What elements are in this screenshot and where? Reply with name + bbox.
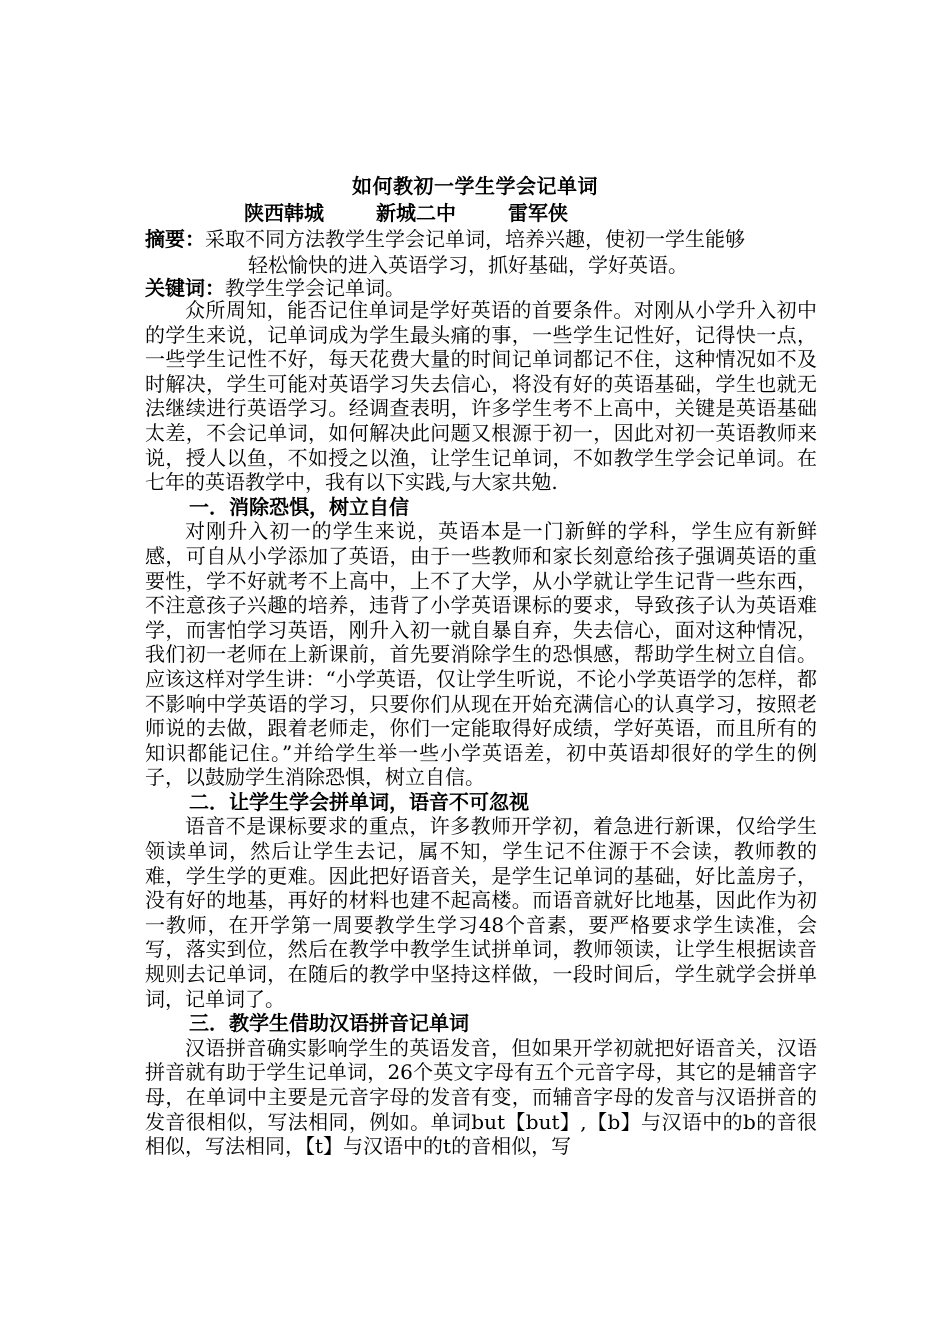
section-1-heading: 一．消除恐惧，树立自信 bbox=[189, 494, 409, 519]
abstract bbox=[145, 226, 815, 278]
section-2-heading: 二．让学生学会拼单词，语音不可忽视 bbox=[189, 789, 529, 814]
section-3-heading: 三．教学生借助汉语拼音记单词 bbox=[189, 1011, 469, 1036]
article-body bbox=[145, 298, 817, 1159]
abstract-label: 摘要： bbox=[145, 227, 205, 251]
abstract-line-2: 轻松愉快的进入英语学习，抓好基础，学好英语。 bbox=[248, 253, 688, 277]
author-name: 雷军侠 bbox=[508, 201, 568, 225]
author-byline bbox=[244, 200, 568, 226]
intro-paragraph: 众所周知，能否记住单词是学好英语的首要条件。对刚从小学升入初中的学生来说，记单词成为学生最头痛的事，一些学生记性好，记得快一点，一些学生记性不好，每天花费大量的时间记单词都记不住，这种情况如不及时解决，学生可能对英语学习失去信心，将没有好的英语基础，学生也就无法继续进行英语学习。经调查表明，许多学生考不上高中，关键是英语基础太差，不会记单词，如何解决此问题又根源于初一，因此对初一英语教师来说，授人以鱼，不如授之以渔，让学生记单词，不如教学生学会记单词。在七年的英语教学中，我有以下实践,与大家共勉. bbox=[145, 298, 817, 495]
keywords-text: 教学生学会记单词。 bbox=[225, 276, 405, 300]
author-school: 新城二中 bbox=[376, 201, 456, 225]
keywords-label: 关键词： bbox=[145, 276, 225, 300]
abstract-line-1: 采取不同方法教学生学会记单词，培养兴趣，使初一学生能够 bbox=[205, 227, 745, 251]
page-title: 如何教初一学生学会记单词 bbox=[352, 174, 598, 198]
author-region: 陕西韩城 bbox=[244, 201, 324, 225]
section-1-paragraph: 对刚升入初一的学生来说，英语本是一门新鲜的学科，学生应有新鲜感，可自从小学添加了英语，由于一些教师和家长刻意给孩子强调英语的重要性，学不好就考不上高中，上不了大学，从小学就让学生记背一些东西，不注意孩子兴趣的培养，违背了小学英语课标的要求，导致孩子认为英语难学，而害怕学习英语，刚升入初一就自暴自弃，失去信心，面对这种情况，我们初一老师在上新课前，首先要消除学生的恐惧感，帮助学生树立自信。应该这样对学生讲：“小学英语，仅让学生听说，不论小学英语学的怎样，都不影响中学英语的学习，只要你们从现在开始充满信心的认真学习，按照老师说的去做，跟着老师走，你们一定能取得好成绩，学好英语，而且所有的知识都能记住。”并给学生举一些小学英语差，初中英语却很好的学生的例子，以鼓励学生消除恐惧，树立自信。 bbox=[145, 519, 817, 790]
section-3-paragraph: 汉语拼音确实影响学生的英语发音，但如果开学初就把好语音关，汉语拼音就有助于学生记单词，26个英文字母有五个元音字母，其它的是辅音字母，在单词中主要是元音字母的发音有变，而辅音字母的发音与汉语拼音的发音很相似，写法相同，例如。单词but【but】,【b】与汉语中的b的音很相似，写法相同，【t】与汉语中的t的音相似，写 bbox=[145, 1035, 817, 1159]
section-2-paragraph: 语音不是课标要求的重点，许多教师开学初，着急进行新课，仅给学生领读单词，然后让学生去记，属不知，学生记不住源于不会读，教师教的难，学生学的更难。因此把好语音关，是学生记单词的基础，好比盖房子，没有好的地基，再好的材料也建不起高楼。而语音就好比地基，因此作为初一教师，在开学第一周要教学生学习48个音素，要严格要求学生读准，会写，落实到位，然后在教学中教学生试拼单词，教师领读，让学生根据读音规则去记单词，在随后的教学中坚持这样做，一段时间后，学生就学会拼单词，记单词了。 bbox=[145, 814, 817, 1011]
